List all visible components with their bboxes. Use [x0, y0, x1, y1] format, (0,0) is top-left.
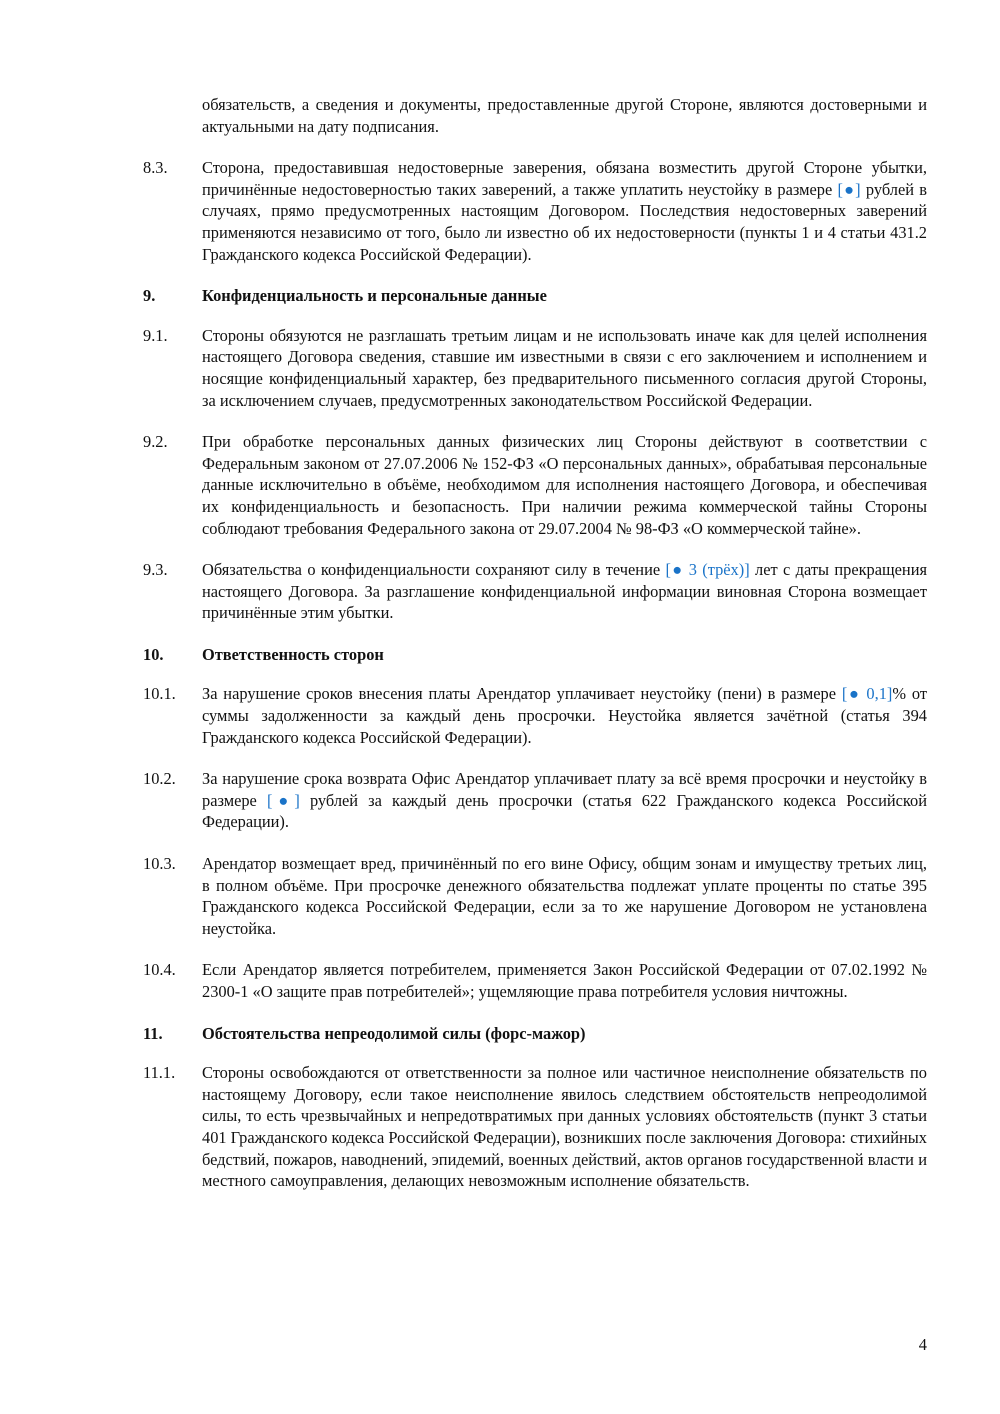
page-number: 4: [918, 1335, 927, 1354]
clause: [143, 559, 927, 624]
clause-text-part: За нарушение сроков внесения платы Арендатор уплачивает неустойку (пени) в размере: [202, 684, 842, 704]
paragraph-continuation: [143, 94, 927, 137]
clause-text-part: % от суммы задолженности за каждый день просрочки. Неустойка является зачётной (статья 394 Гражданского кодекса Российской Федерации).: [202, 684, 928, 747]
clause-text-part: При обработке персональных данных физических лиц Стороны действуют в соответствии с Федеральным законом от 27.07.2006 № 152-ФЗ «О персональных данных», обрабатывая персональные данные исключительно в объёме, необходимом для исполнения настоящего Договора, и обеспечивая их конфиденциальность и безопасность. При наличии режима коммерческой тайны Стороны соблюдают требования Федерального закона от 29.07.2004 № 98-ФЗ «О коммерческой тайне».: [202, 432, 927, 538]
placeholder-field: [●]: [837, 179, 861, 199]
clause-text: [202, 1062, 927, 1192]
clause: [143, 157, 927, 265]
paragraph-text: обязательств, а сведения и документы, предоставленные другой Стороне, являются достоверными и актуальными на дату подписания.: [202, 95, 927, 136]
clause-text-part: лет с даты прекращения настоящего Договора. За разглашение конфиденциальной информации виновная Сторона возмещает причинённые этим убытки.: [202, 560, 928, 623]
clause: [143, 853, 927, 939]
placeholder-field: [● 0,1]: [841, 684, 893, 704]
section-title: Конфиденциальность и персональные данные: [202, 286, 547, 306]
section-number: 11.: [143, 1023, 163, 1043]
placeholder-field: [● 3 (трёх)]: [665, 560, 750, 580]
clause-text: [202, 157, 927, 265]
clause-text-part: рублей за каждый день просрочки (статья 622 Гражданского кодекса Российской Федерации).: [202, 790, 927, 832]
section-heading: [143, 1023, 927, 1045]
clause-text-part: Стороны освобождаются от ответственности за полное или частичное неисполнение обязательств по настоящему Договору, если такое неисполнение явилось следствием обстоятельств непреодолимой силы, то есть чрезвычайных и непредотвратимых при данных условиях обстоятельств (пункт 3 статьи 401 Гражданского кодекса Российской Федерации), возникших после заключения Договора: стихийных бедствий, пожаров, наводнений, эпидемий, военных действий, актов органов государственной власти и местного самоуправления, делающих невозможным исполнение обязательств.: [202, 1063, 927, 1191]
clause-text-part: За нарушение срока возврата Офис Арендатор уплачивает плату за всё время просрочки и неустойку в размере: [202, 769, 927, 810]
section-heading: [143, 644, 927, 666]
clause-text-part: Обязательства о конфиденциальности сохраняют силу в течение: [202, 560, 666, 580]
clause: [143, 1062, 927, 1192]
clause-text: [202, 431, 927, 539]
clause-text-part: рублей в случаях, прямо предусмотренных настоящим Договором. Последствия недостоверных заверений применяются независимо от того, было ли известно об их недостоверности (пункты 1 и 4 статьи 431.2 Гражданского кодекса Российской Федерации).: [202, 179, 927, 264]
clause-number: 9.1.: [143, 325, 168, 345]
clause-text: [202, 559, 927, 624]
clause-number: 10.2.: [143, 769, 176, 789]
clause-text: [202, 768, 927, 833]
document-body: [143, 94, 927, 1212]
section-heading: [143, 285, 927, 307]
clause-number: 9.2.: [143, 432, 168, 452]
clause-number: 10.3.: [143, 854, 176, 874]
clause-number: 11.1.: [143, 1063, 176, 1083]
section-title: Ответственность сторон: [202, 644, 384, 664]
clause: [143, 768, 927, 833]
clause-number: 10.4.: [143, 960, 176, 980]
section-title: Обстоятельства непреодолимой силы (форс-мажор): [202, 1023, 586, 1043]
clause-number: 9.3.: [143, 560, 168, 580]
clause-number: 10.1.: [143, 684, 176, 704]
clause-text: [202, 683, 927, 748]
clause: [143, 959, 927, 1002]
clause: [143, 431, 927, 539]
clause-text: [202, 853, 927, 939]
clause-number: 8.3.: [143, 158, 168, 178]
clause-text: [202, 959, 927, 1002]
clause: [143, 683, 927, 748]
clause-text: [202, 325, 927, 411]
clause-text-part: Арендатор возмещает вред, причинённый по его вине Офису, общим зонам и имуществу третьих лиц, в полном объёме. При просрочке денежного обязательства подлежат уплате проценты по статье 395 Гражданского кодекса Российской Федерации, если за то же нарушение Договором не установлена неустойка.: [202, 854, 927, 938]
clause-text-part: Если Арендатор является потребителем, применяется Закон Российской Федерации от 07.02.1992 № 2300-1 «О защите прав потребителей»; ущемляющие права потребителя условия ничтожны.: [202, 960, 927, 1001]
placeholder-field: [●]: [266, 790, 300, 810]
clause-text-part: Сторона, предоставившая недостоверные заверения, обязана возместить другой Стороне убытки, причинённые недостоверностью таких заверений, а также уплатить неустойку в размере: [202, 158, 927, 199]
clause: [143, 325, 927, 411]
section-number: 10.: [143, 644, 164, 664]
section-number: 9.: [143, 286, 156, 306]
clause-text-part: Стороны обязуются не разглашать третьим лицам и не использовать иначе как для целей исполнения настоящего Договора сведения, ставшие им известными в связи с его заключением и исполнением и носящие конфиденциальный характер, без предварительного письменного согласия другой Стороны, за исключением случаев, предусмотренных законодательством Российской Федерации.: [202, 325, 927, 410]
